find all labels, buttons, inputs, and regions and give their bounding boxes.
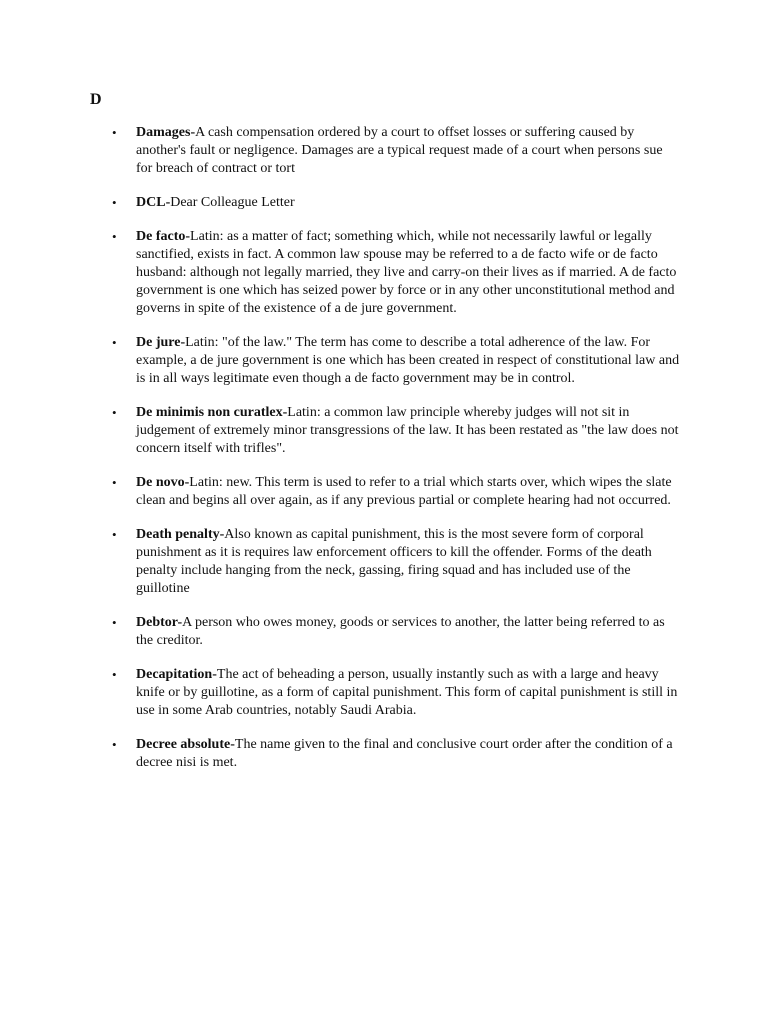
- bullet-icon: •: [112, 615, 117, 630]
- definition: Latin: a common law principle whereby judges will not sit in judgement of extremely minor transgressions of the law. It has been restated as "the law does not concern itself with trifles".: [136, 405, 679, 456]
- term-separator: -: [219, 527, 225, 542]
- bullet-icon: •: [112, 125, 117, 140]
- bullet-icon: •: [112, 335, 117, 350]
- bullet-icon: •: [112, 737, 117, 752]
- term-separator: -: [230, 737, 235, 752]
- glossary-entry-de-facto: [0, 228, 682, 318]
- glossary-entry-damages: [0, 124, 682, 178]
- term-separator: -: [165, 195, 171, 210]
- definition: The name given to the final and conclusive court order after the condition of a decree nisi is met.: [136, 737, 673, 770]
- glossary-entry-death-penalty: [0, 526, 682, 598]
- term: De jure: [136, 335, 181, 350]
- definition: A person who owes money, goods or services to another, the latter being referred to as the creditor.: [136, 615, 665, 648]
- glossary-list: [0, 124, 768, 788]
- term: Decree absolute: [136, 737, 231, 752]
- bullet-icon: •: [112, 475, 117, 490]
- definition: Also known as capital punishment, this is the most severe form of corporal punishment as it is requires law enforcement officers to kill the offender. Forms of the death penalty include hanging from the neck, gassing, firing squad and has included use of the guillotine: [136, 527, 652, 596]
- definition: Dear Colleague Letter: [170, 195, 295, 210]
- definition: Latin: new. This term is used to refer to a trial which starts over, which wipes the slate clean and begins all over again, as if any previous partial or complete hearing had not occurred.: [136, 475, 672, 508]
- section-letter-heading: D: [90, 91, 102, 108]
- term: Debtor: [136, 615, 178, 630]
- term: De facto: [136, 229, 186, 244]
- term-separator: -: [282, 405, 288, 420]
- glossary-entry-dcl: [0, 194, 682, 212]
- term: Decapitation: [136, 667, 213, 682]
- glossary-entry-decree-absolute: [0, 736, 682, 772]
- term: De novo: [136, 475, 185, 490]
- bullet-icon: •: [112, 527, 117, 542]
- term-separator: -: [212, 667, 217, 682]
- definition: Latin: "of the law." The term has come to describe a total adherence of the law. For example, a de jure government is one which has been created in respect of constitutional law and is in all ways legitimate even though a de facto government may be in control.: [136, 335, 680, 386]
- definition: Latin: as a matter of fact; something which, while not necessarily lawful or legally sanctified, exists in fact. A common law spouse may be referred to a de facto wife or de facto husband: although not legally married, they live and carry-on their lives as if married. A de facto government is one which has seized power by force or in any other unconstitutional method and governs in spite of the existence of a de jure government.: [136, 229, 677, 316]
- term-separator: -: [185, 229, 191, 244]
- term: DCL: [136, 195, 166, 210]
- bullet-icon: •: [112, 667, 117, 682]
- bullet-icon: •: [112, 195, 117, 210]
- definition: A cash compensation ordered by a court to offset losses or suffering caused by another's fault or negligence. Damages are a typical request made of a court when persons sue for breach of contract or tort: [136, 125, 663, 176]
- bullet-icon: •: [112, 405, 117, 420]
- term-separator: -: [180, 335, 186, 350]
- term: Death penalty: [136, 527, 220, 542]
- definition: The act of beheading a person, usually instantly such as with a large and heavy knife or by guillotine, as a form of capital punishment. This form of capital punishment is still in use in some Arab countries, notably Saudi Arabia.: [136, 667, 678, 718]
- glossary-entry-de-jure: [0, 334, 682, 388]
- glossary-entry-de-novo: [0, 474, 682, 510]
- term-separator: -: [184, 475, 190, 490]
- glossary-entry-de-minimis: [0, 404, 682, 458]
- term: De minimis non curatlex: [136, 405, 283, 420]
- term-separator: -: [190, 125, 196, 140]
- bullet-icon: •: [112, 229, 117, 244]
- glossary-entry-decapitation: [0, 666, 682, 720]
- term: Damages: [136, 125, 191, 140]
- term-separator: -: [177, 615, 183, 630]
- glossary-entry-debtor: [0, 614, 682, 650]
